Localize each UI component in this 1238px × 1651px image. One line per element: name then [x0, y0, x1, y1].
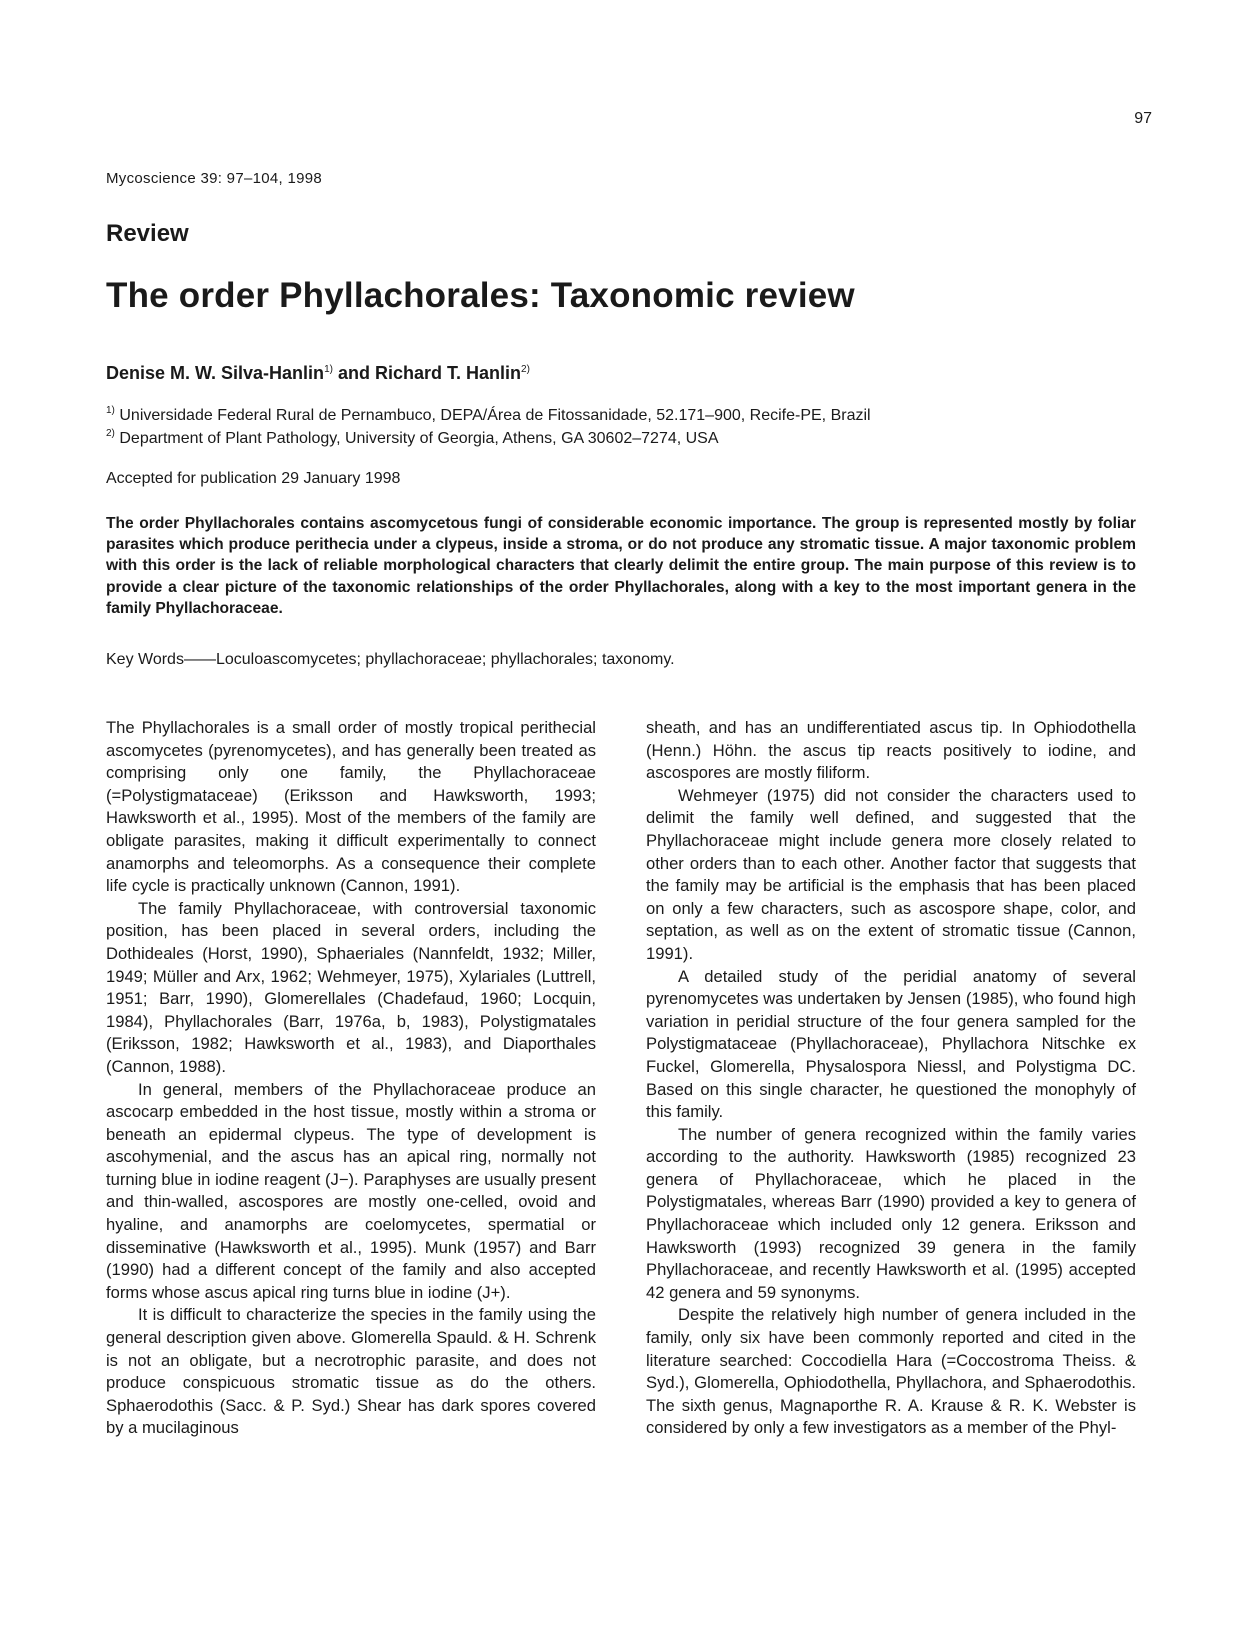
journal-reference: Mycoscience 39: 97–104, 1998 [106, 170, 323, 187]
paragraph: The Phyllachorales is a small order of mostly tropical perithecial ascomycetes (pyrenomycetes), and has generally been treated as comprising only one family, the Phyllachoraceae (=Polystigmataceae) (Eriksson and Hawksworth, 1993; Hawksworth et al., 1995). Most of the members of the family are obligate parasites, making it difficult experimentally to connect anamorphs and teleomorphs. As a consequence their complete life cycle is practically unknown (Cannon, 1991). [106, 718, 596, 896]
paragraph: The family Phyllachoraceae, with controversial taxonomic position, has been placed in several orders, including the Dothideales (Horst, 1990), Sphaeriales (Nannfeldt, 1932; Miller, 1949; Müller and Arx, 1962; Wehmeyer, 1975), Xylariales (Luttrell, 1951; Barr, 1990), Glomerellales (Chadefaud, 1960; Locquin, 1984), Phyllachorales (Barr, 1976a, b, 1983), Polystigmatales (Eriksson, 1982; Hawksworth et al., 1983), and Diaporthales (Cannon, 1988). [106, 898, 596, 1076]
author-connector: and [332, 363, 375, 383]
affiliation-1-mark: 1) [106, 405, 115, 416]
paragraph: A detailed study of the peridial anatomy of several pyrenomycetes was undertaken by Jensen (1985), who found high variation in peridial structure of the four genera sampled for the Polystigmataceae (Phyllachoraceae), Phyllachora Nitschke ex Fuckel, Glomerella, Physalospora Niessl, and Polystigma DC. Based on this single character, he questioned the monophyly of this family. [646, 966, 1136, 1122]
article-title: The order Phyllachorales: Taxonomic review [106, 276, 855, 315]
author-1: Denise M. W. Silva-Hanlin [106, 363, 325, 383]
affiliation-2 [106, 428, 719, 448]
keywords: Key Words——Loculoascomycetes; phyllachoraceae; phyllachorales; taxonomy. [106, 651, 675, 668]
paragraph: The number of genera recognized within the family varies according to the authority. Hawksworth (1985) recognized 23 genera of Phyllachoraceae, which he placed in the Polystigmatales, whereas Barr (1990) provided a key to genera of Phyllachoraceae which included only 12 genera. Eriksson and Hawksworth (1993) recognized 39 genera in the family Phyllachoraceae, and recently Hawksworth et al. (1995) accepted 42 genera and 59 synonyms. [646, 1124, 1136, 1302]
paragraph: In general, members of the Phyllachoraceae produce an ascocarp embedded in the host tissue, mostly within a stroma or beneath an epidermal clypeus. The type of development is ascohymenial, and the ascus has an apical ring, normally not turning blue in iodine reagent (J−). Paraphyses are usually present and thin-walled, ascospores are mostly one-celled, ovoid and hyaline, and anamorphs are coelomycetes, spermatial or disseminative (Hawksworth et al., 1995). Munk (1957) and Barr (1990) had a different concept of the family and also accepted forms whose ascus apical ring turns blue in iodine (J+). [106, 1079, 596, 1302]
affiliation-1 [106, 405, 871, 425]
affiliation-2-text: Department of Plant Pathology, University of Georgia, Athens, GA 30602–7274, USA [119, 430, 719, 447]
paragraph: Despite the relatively high number of genera included in the family, only six have been commonly reported and cited in the literature searched: Coccodiella Hara (=Coccostroma Theiss. & Syd.), Glomerella, Ophiodothella, Phyllachora, and Sphaerodothis. The sixth genus, Magnaporthe R. A. Krause & R. K. Webster is considered by only a few investigators as a member of the Phyl- [646, 1305, 1136, 1438]
author-line [106, 363, 530, 384]
body-column-right [646, 717, 1136, 1440]
author-2: Richard T. Hanlin [374, 363, 522, 383]
abstract: The order Phyllachorales contains ascomycetous fungi of considerable economic importance. The group is represented mostly by foliar parasites which produce perithecia under a clypeus, inside a stroma, or do not produce any stromatic tissue. A major taxonomic problem with this order is the lack of reliable morphological characters that clearly delimit the entire group. The main purpose of this review is to provide a clear picture of the taxonomic relationships of the order Phyllachorales, along with a key to the most important genera in the family Phyllachoraceae. [106, 515, 1136, 617]
section-label: Review [106, 220, 189, 247]
affiliation-2-mark: 2) [106, 428, 115, 439]
accepted-date: Accepted for publication 29 January 1998 [106, 470, 401, 487]
paragraph: Wehmeyer (1975) did not consider the characters used to delimit the family well defined, and suggested that the Phyllachoraceae might include genera more closely related to other orders than to each other. Another factor that suggests that the family may be artificial is the emphasis that has been placed on only a few characters, such as ascospore shape, color, and septation, as well as on the extent of stromatic tissue (Cannon, 1991). [646, 785, 1136, 963]
paragraph: sheath, and has an undifferentiated ascus tip. In Ophiodothella (Henn.) Höhn. the ascus tip reacts positively to iodine, and ascospores are mostly filiform. [646, 718, 1136, 783]
body-column-left [106, 717, 596, 1440]
paragraph: It is difficult to characterize the species in the family using the general description given above. Glomerella Spauld. & H. Schrenk is not an obligate, but a necrotrophic parasite, and does not produce conspicuous stromatic tissue as do the others. Sphaerodothis (Sacc. & P. Syd.) Shear has dark spores covered by a mucilaginous [106, 1305, 596, 1438]
affiliation-1-text: Universidade Federal Rural de Pernambuco, DEPA/Área de Fitossanidade, 52.171–900, Recife-PE, Brazil [119, 407, 871, 424]
author-1-mark: 1) [324, 364, 333, 375]
author-2-mark: 2) [521, 364, 530, 375]
page-number: 97 [1134, 110, 1152, 127]
